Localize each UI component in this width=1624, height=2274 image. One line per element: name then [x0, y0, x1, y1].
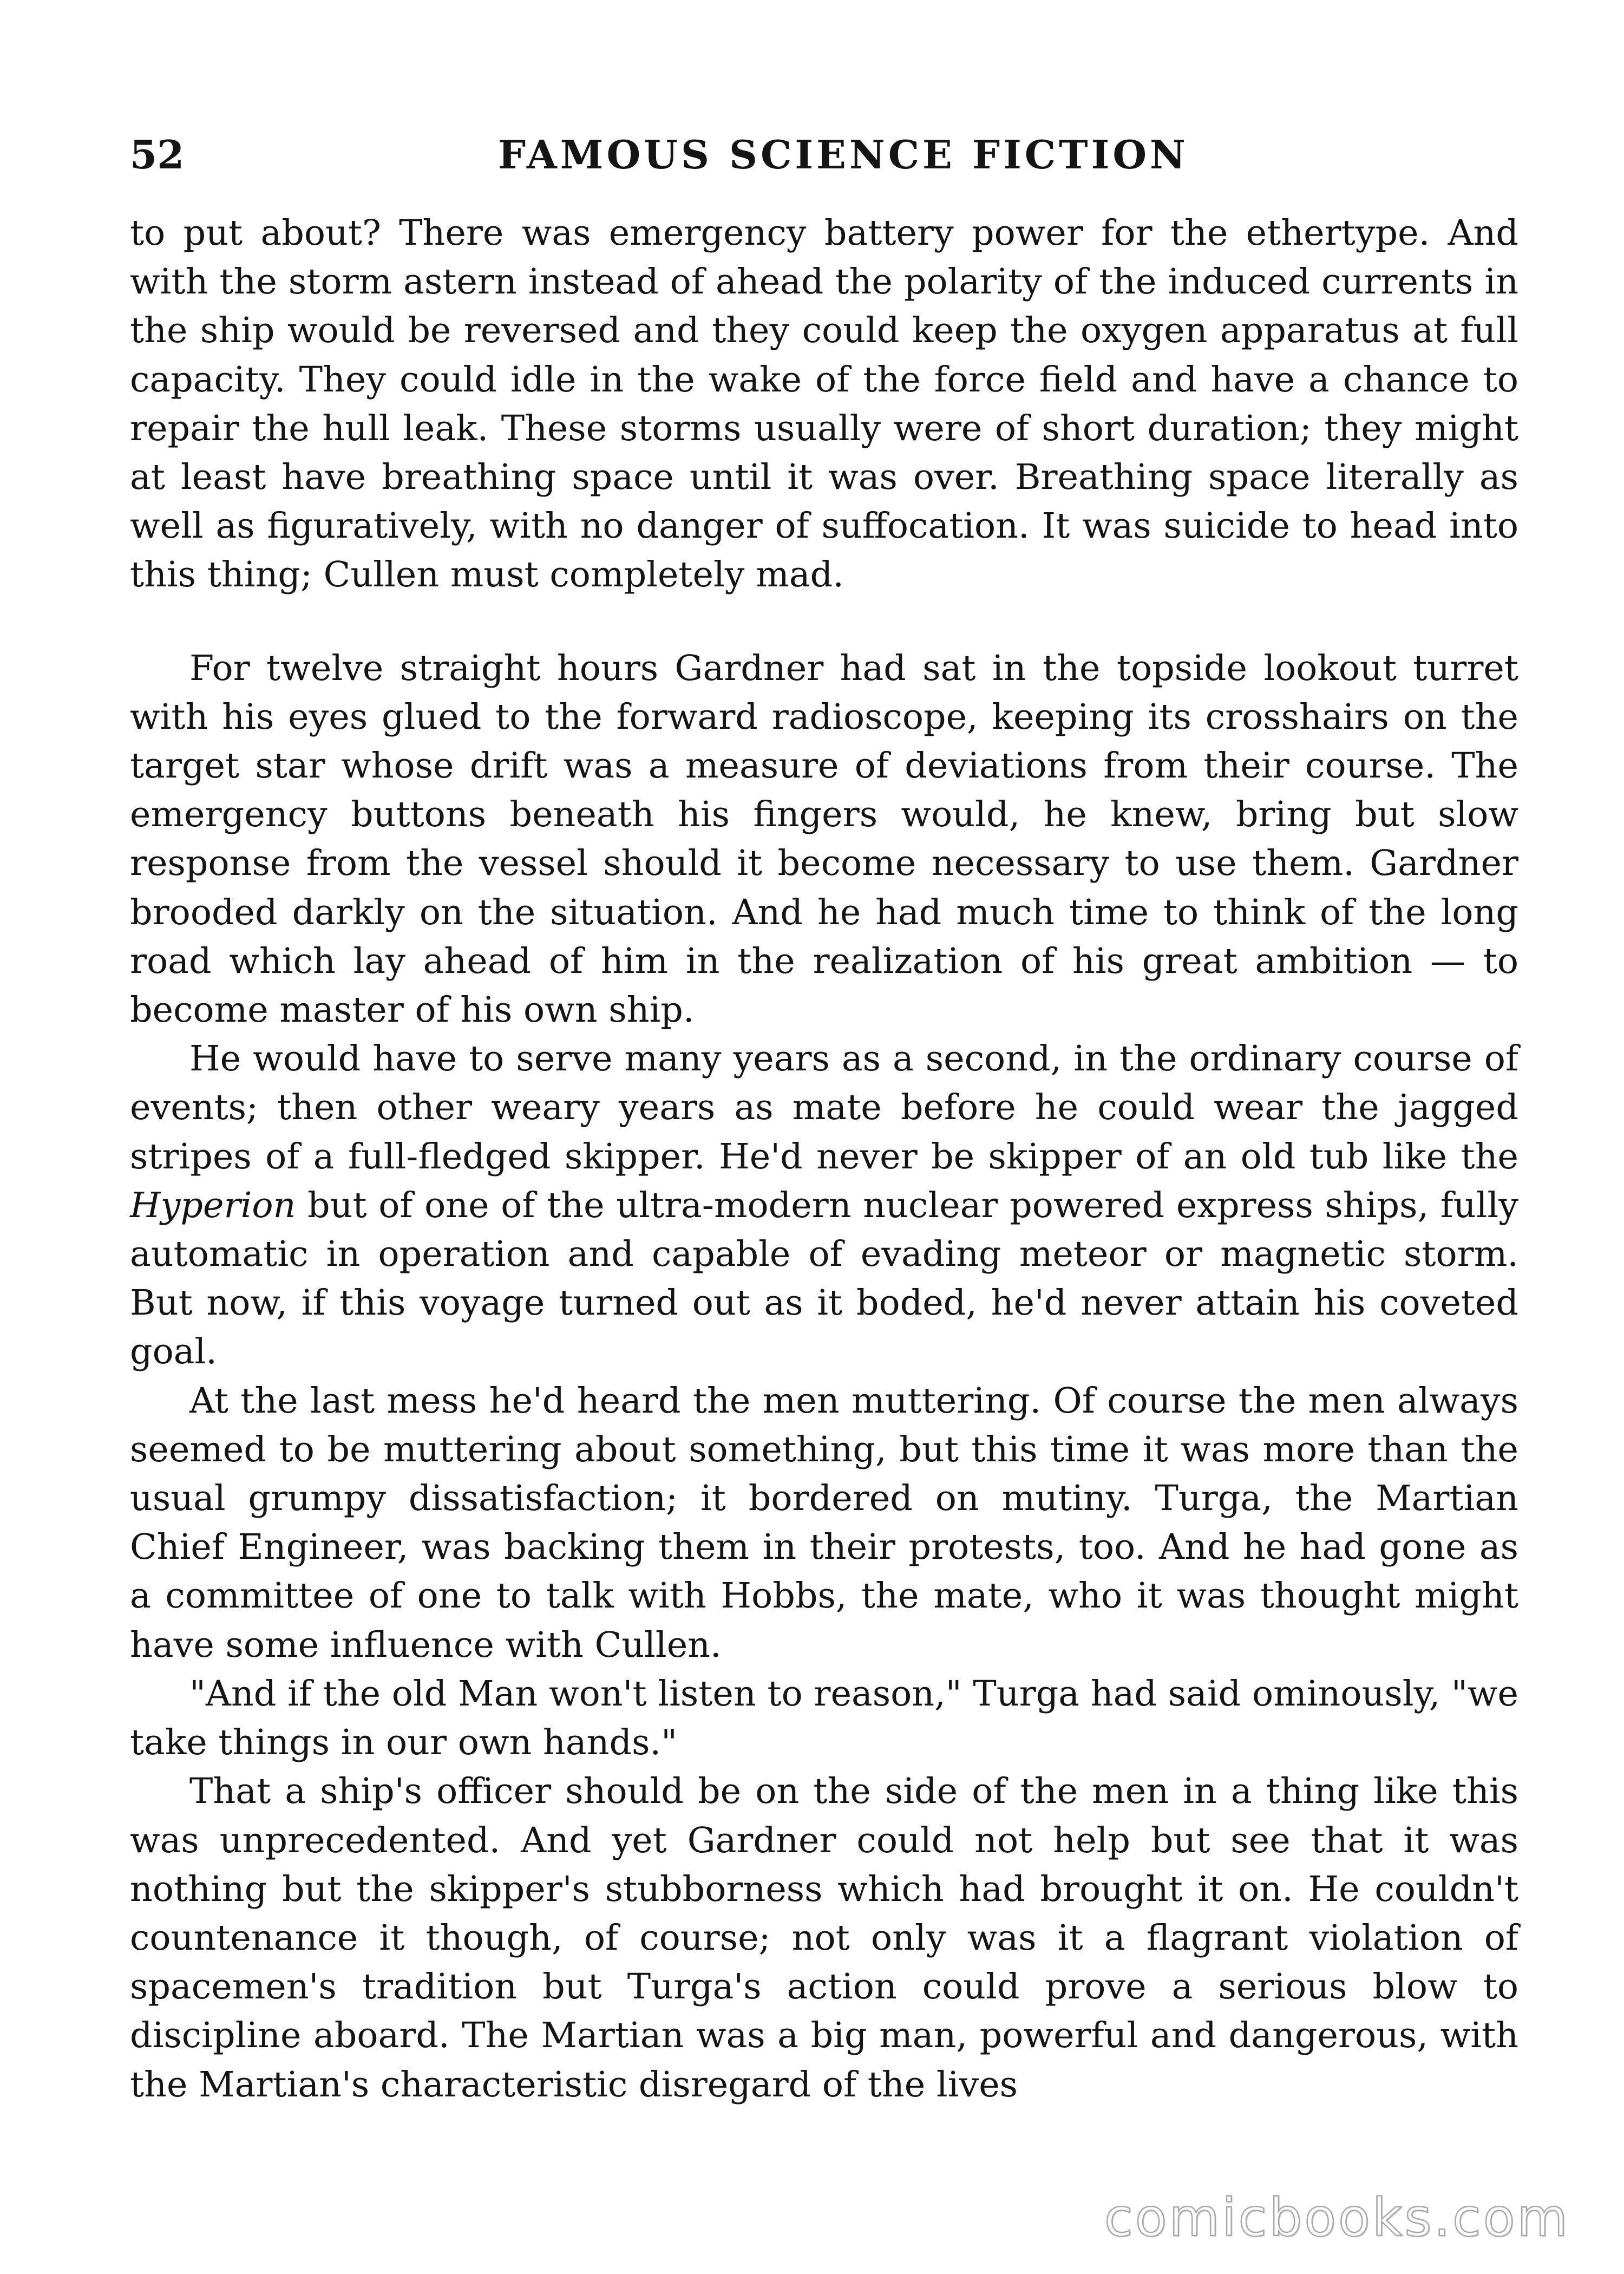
paragraph-1-text: to put about? There was emergency battery power for the ethertype. And with the storm astern instead of ahead the polarity of the induced currents in the ship would be reversed and they could keep the oxygen apparatus at full capacity. They could idle in the wake of the force field and have a chance to repair the hull leak. These storms usually were of short duration; they might at least have breathing space until it was over. Breathing space literally as well as figuratively, with no danger of suffocation. It was suicide to head into this thing; Cullen must completely mad.: [130, 213, 1518, 596]
paragraph-3-text-end: but of one of the ultra-modern nuclear powered express ships, fully automatic in operation and capable of evading meteor or magnetic storm. But now, if this voyage turned out as it boded, he'd never attain his coveted goal.: [130, 1185, 1518, 1373]
paragraph-2: [130, 644, 1518, 1035]
paragraph-6-text: That a ship's officer should be on the side of the men in a thing like this was unprecedented. And yet Gardner could not help but see that it was nothing but the skipper's stubborness which had brought it on. He couldn't countenance it though, of course; not only was it a flagrant violation of spacemen's tradition but Turga's action could prove a serious blow to discipline aboard. The Martian was a big man, powerful and dangerous, with the Martian's characteristic disregard of the lives: [130, 1771, 1518, 2105]
watermark: comicbooks.com: [1104, 2187, 1570, 2248]
paragraph-2-text: For twelve straight hours Gardner had sat in the topside lookout turret with his eyes glued to the forward radioscope, keeping its crosshairs on the target star whose drift was a measure of deviations from their course. The emergency buttons beneath his fingers would, he knew, bring but slow response from the vessel should it become necessary to use them. Gardner brooded darkly on the situation. And he had much time to think of the long road which lay ahead of him in the realization of his great ambition — to become master of his own ship.: [130, 648, 1518, 1031]
paragraph-4: [130, 1377, 1518, 1670]
page-number: 52: [130, 132, 185, 178]
paragraph-5-text: "And if the old Man won't listen to reason," Turga had said ominously, "we take things in our own hands.": [130, 1673, 1518, 1763]
body-text: [130, 209, 1518, 2109]
paragraph-3: [130, 1035, 1518, 1376]
paragraph-4-text: At the last mess he'd heard the men muttering. Of course the men always seemed to be muttering about something, but this time it was more than the usual grumpy dissatisfaction; it bordered on mutiny. Turga, the Martian Chief Engineer, was backing them in their protests, too. And he had gone as a committee of one to talk with Hobbs, the mate, who it was thought might have some influence with Cullen.: [130, 1380, 1518, 1665]
paragraph-1: [130, 209, 1518, 600]
paragraph-6: [130, 1767, 1518, 2109]
ship-name-italic: Hyperion: [130, 1185, 296, 1226]
page-header: [130, 128, 1516, 187]
running-title: FAMOUS SCIENCE FICTION: [498, 132, 1189, 178]
paragraph-5: [130, 1670, 1518, 1767]
paragraph-3-text-start: He would have to serve many years as a second, in the ordinary course of events; then other weary years as mate before he could wear the jagged stripes of a full-fledged skipper. He'd never be skipper of an old tub like the: [130, 1038, 1518, 1177]
